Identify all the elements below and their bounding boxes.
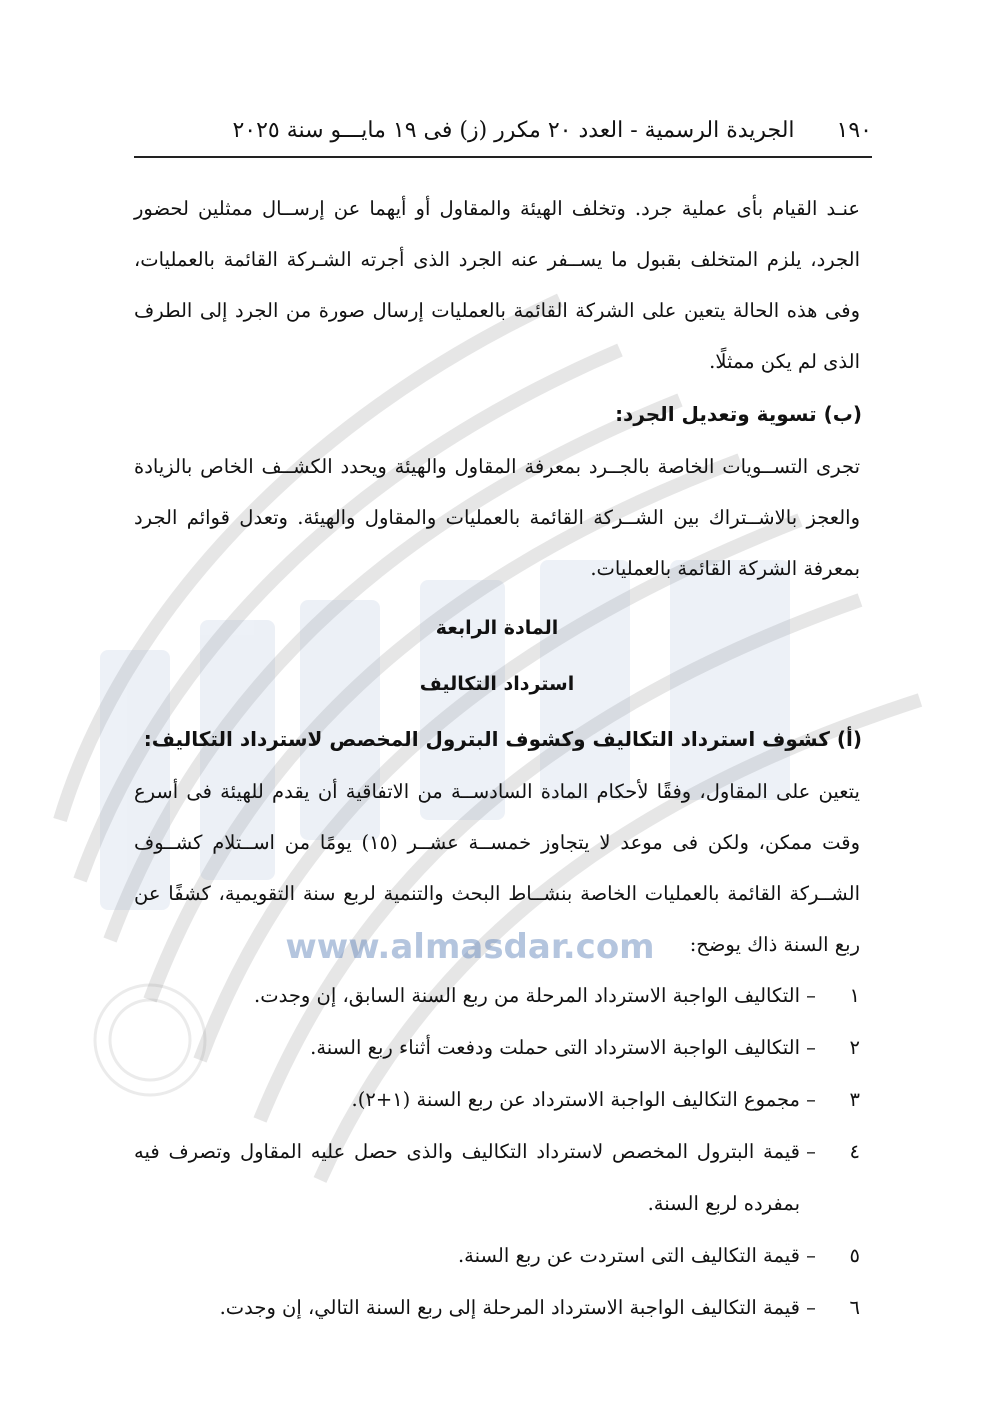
list-text: قيمة التكاليف الواجبة الاسترداد المرحلة إلى ربع السنة التالي، إن وجدت.	[219, 1296, 800, 1319]
section-b-body: تجرى التســويات الخاصة بالجــرد بمعرفة المقاول والهيئة ويحدد الكشــف الخاص بالزيادة والعجز بالاشــتراك بين الشــركة القائمة بالعمليات والمقاول والهيئة. وتعدل قوائم الجرد بمعرفة الشركة القائمة بالعمليات.	[134, 455, 860, 580]
page-number: ١٩٠	[836, 118, 872, 143]
list-number: ٢	[849, 1036, 860, 1059]
page-content	[134, 183, 860, 1334]
list-number: ٣	[849, 1088, 860, 1111]
list-dash: –	[806, 1036, 816, 1059]
list-item	[134, 1074, 860, 1126]
section-b-title: (ب) تسوية وتعديل الجرد:	[615, 402, 862, 426]
list-dash: –	[806, 1296, 816, 1319]
list-item	[134, 970, 860, 1022]
list-number: ٦	[849, 1296, 860, 1319]
list-dash: –	[806, 984, 816, 1007]
list-text: قيمة التكاليف التى استردت عن ربع السنة.	[457, 1244, 800, 1267]
list-dash: –	[806, 1140, 816, 1163]
list-text: التكاليف الواجبة الاسترداد التى حملت ودفعت أثناء ربع السنة.	[310, 1036, 800, 1059]
list-item	[134, 1230, 860, 1282]
cost-recovery-list	[134, 970, 860, 1334]
list-item	[134, 1022, 860, 1074]
paragraph-inventory-absence: عنـد القيام بأى عملية جرد. وتخلف الهيئة والمقاول أو أيهما عن إرســال ممثلين لحضور الجرد، يلزم المتخلف بقبول ما يســفر عنه الجرد الذى أجرته الشـركة القائمة بالعمليات، وفى هذه الحالة يتعين على الشركة القائمة بالعمليات إرسال صورة من الجرد إلى الطرف الذى لم يكن ممثلًا.	[134, 197, 860, 373]
list-item	[134, 1126, 860, 1230]
list-dash: –	[806, 1244, 816, 1267]
list-number: ١	[849, 984, 860, 1007]
section-a-title: (أ) كشوف استرداد التكاليف وكشوف البترول المخصص لاسترداد التكاليف:	[143, 727, 862, 751]
list-number: ٥	[849, 1244, 860, 1267]
list-text: التكاليف الواجبة الاسترداد المرحلة من ربع السنة السابق، إن وجدت.	[254, 984, 800, 1007]
list-dash: –	[806, 1088, 816, 1111]
watermark-site: www.almasdar.com	[285, 927, 655, 967]
list-number: ٤	[849, 1140, 860, 1163]
list-text: قيمة البترول المخصص لاسترداد التكاليف والذى حصل عليه المقاول وتصرف فيه بمفرده لربع السنة.	[134, 1140, 800, 1215]
article-subtitle: استرداد التكاليف	[419, 673, 575, 695]
list-text: مجموع التكاليف الواجبة الاسترداد عن ربع السنة (١+٢).	[351, 1088, 800, 1111]
running-title: الجريدة الرسمية - العدد ٢٠ مكرر (ز) فى ١٩ مايـــو سنة ٢٠٢٥	[232, 118, 795, 143]
list-item	[134, 1282, 860, 1334]
section-a-body: يتعين على المقاول، وفقًا لأحكام المادة السادســة من الاتفاقية أن يقدم للهيئة فى أسرع وقت ممكن، ولكن فى موعد لا يتجاوز خمســة عشــر (١٥) يومًا من اســتلام كشــوف الشــركة القائمة بالعمليات الخاصة بنشــاط البحث والتنمية لربع سنة التقويمية، كشفًا عن ربع السنة ذاك يوضح:	[134, 780, 860, 956]
page-header	[134, 112, 872, 150]
header-rule	[134, 156, 872, 158]
article-title: المادة الرابعة	[435, 617, 559, 639]
